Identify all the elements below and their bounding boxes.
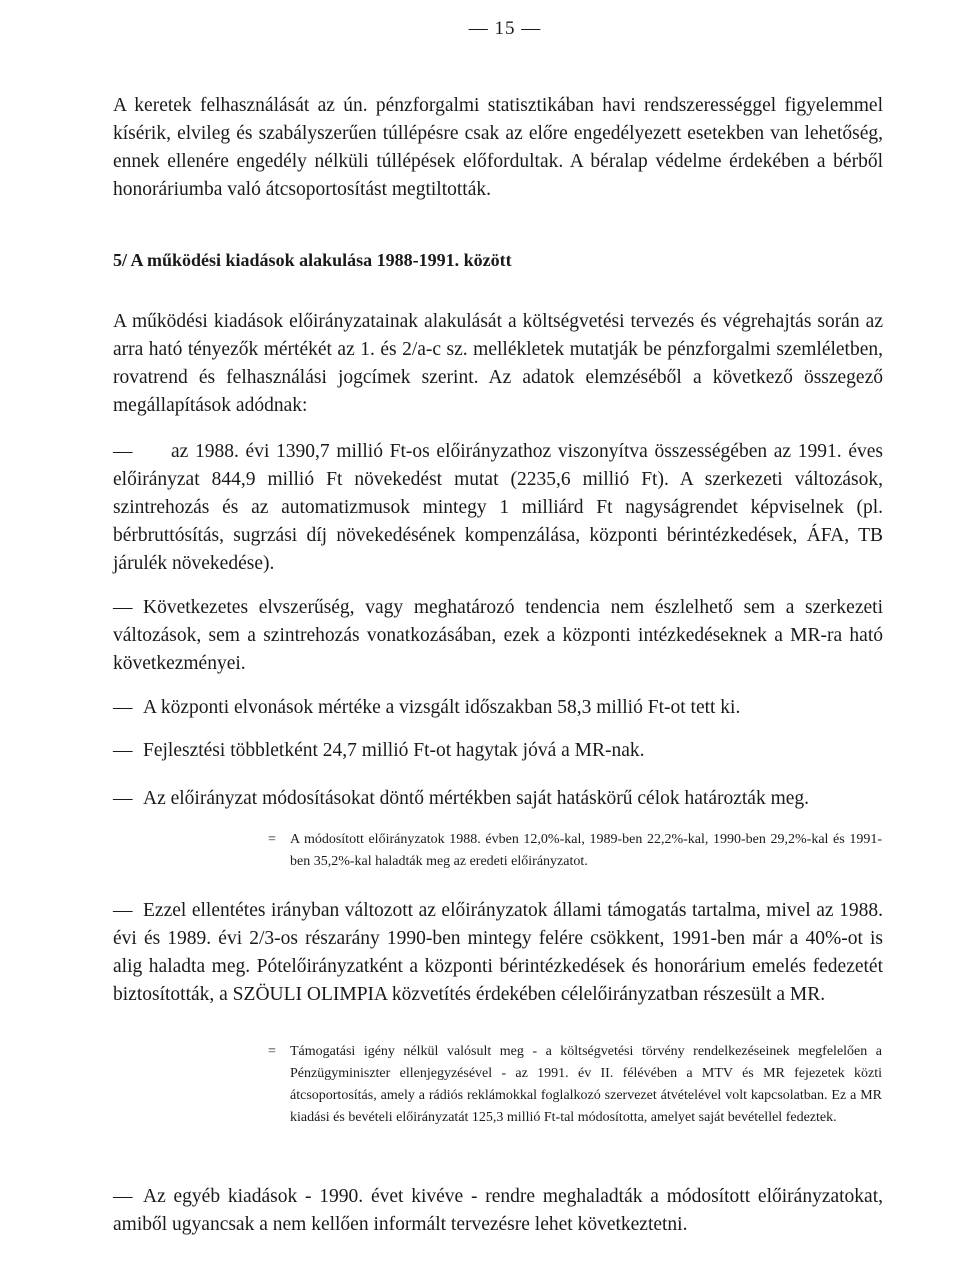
dash-bullet: — — [113, 441, 133, 462]
list-item — [113, 438, 883, 578]
list-item — [113, 594, 883, 678]
list-item-text: Következetes elvszerűség, vagy meghatározó tendencia nem észlelhető sem a szerkezeti változások, sem a szintrehozás vonatkozásában, ezek a központi intézkedéseknek a MR-ra ható következményei. — [113, 597, 883, 674]
dash-bullet: — — [113, 900, 133, 921]
intro-paragraph: A keretek felhasználását az ún. pénzforgalmi statisztikában havi rendszerességgel figyelemmel kísérik, elvileg és szabályszerűen túllépésre csak az előre engedélyezett esetekben van lehetőség, ennek ellenére engedély nélküli túllépések előfordultak. A béralap védelme érdekében a bérből honoráriumba való átcsoportosítást megtiltották. — [113, 95, 883, 200]
dash-bullet: — — [113, 697, 133, 718]
list-item-text: Az egyéb kiadások - 1990. évet kivéve - rendre meghaladták a módosított előirányzatokat, amiből ugyancsak a nem kellően informált tervezésre lehet következtetni. — [113, 1186, 883, 1235]
dash-bullet: — — [113, 788, 133, 809]
list-item-text: Fejlesztési többletként 24,7 millió Ft-ot hagytak jóvá a MR-nak. — [143, 740, 645, 761]
list-item — [113, 694, 883, 722]
list-item — [113, 897, 883, 1009]
dash-bullet: — — [113, 1186, 133, 1207]
footnote — [268, 829, 882, 873]
list-item-text: az 1988. évi 1390,7 millió Ft-os előirányzathoz viszonyítva összességében az 1991. éves előirányzat 844,9 millió Ft növekedést mutat (2235,6 millió Ft). A szerkezeti változások, szintrehozás és az automatizmusok mintegy 1 milliárd Ft nagyságrendet képviselnek (pl. bérbruttósítás, sugrzási díj növekedésének kompenzálása, központi bérintézkedések, ÁFA, TB járulék növekedése). — [113, 441, 883, 574]
dash-bullet: — — [113, 740, 133, 761]
dash-bullet: — — [113, 597, 133, 618]
footnote — [268, 1041, 882, 1129]
list-item — [113, 785, 883, 813]
page-number: — 15 — — [468, 18, 542, 39]
list-item — [113, 737, 883, 765]
note-marker: = — [268, 1044, 276, 1059]
note-marker: = — [268, 832, 276, 847]
footnote-text: A módosított előirányzatok 1988. évben 12,0%-kal, 1989-ben 22,2%-kal, 1990-ben 29,2%-kal és 1991-ben 35,2%-kal haladták meg az eredeti előirányzatot. — [290, 832, 882, 869]
list-item-text: A központi elvonások mértéke a vizsgált időszakban 58,3 millió Ft-ot tett ki. — [143, 697, 741, 718]
list-item — [113, 1183, 883, 1239]
list-item-text: Az előirányzat módosításokat döntő mértékben saját hatáskörű célok határozták meg. — [143, 788, 810, 809]
list-item-text: Ezzel ellentétes irányban változott az előirányzatok állami támogatás tartalma, mivel az 1988. évi és 1989. évi 2/3-os részarány 1990-ben mintegy felére csökkent, 1991-ben már a 40%-ot is alig haladta meg. Pótelőirányzatként a központi bérintézkedések és honorárium emelés fedezetét biztosították, a SZÖULI OLIMPIA közvetítés érdekében célelőirányzatban részesült a MR. — [113, 900, 883, 1005]
footnote-text: Támogatási igény nélkül valósult meg - a költségvetési törvény rendelkezéseinek megfelelően a Pénzügyminiszter ellenjegyzésével - az 1991. év II. félévében a MTV és MR fejezetek közti átcsoportosítás, amely a rádiós reklámokkal foglalkozó szervezet átvételével volt kapcsolatban. Ez a MR kiadási és bevételi előirányzatát 125,3 millió Ft-tal módosította, amelyet saját bevétellel fedeztek. — [290, 1044, 882, 1125]
section-intro-paragraph: A működési kiadások előirányzatainak alakulását a költségvetési tervezés és végrehajtás során az arra ható tényezők mértékét az 1. és 2/a-c sz. mellékletek mutatják be pénzforgalmi szemléletben, rovatrend és felhasználási jogcímek szerint. Az adatok elemzéséből a következő összegező megállapítások adódnak: — [113, 311, 883, 416]
section-heading: 5/ A működési kiadások alakulása 1988-1991. között — [113, 250, 512, 270]
